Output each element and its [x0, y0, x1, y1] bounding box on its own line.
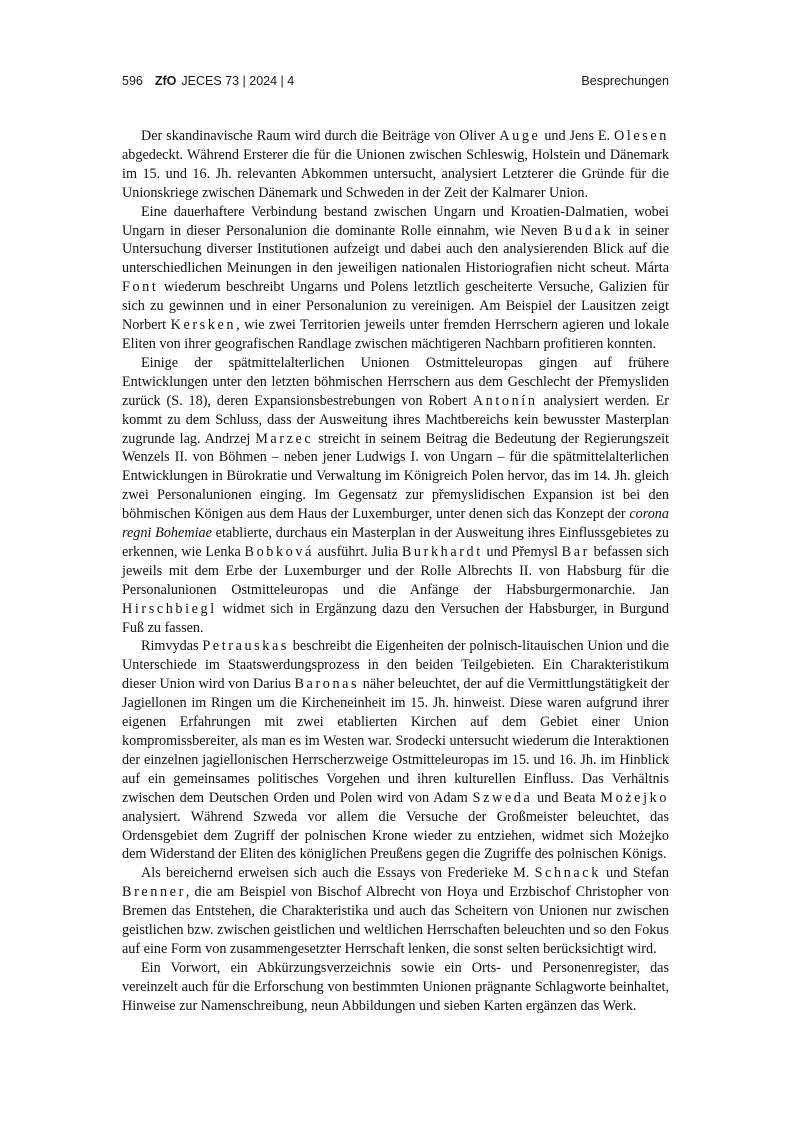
running-head — [122, 74, 669, 92]
author-name: Szweda — [472, 789, 533, 806]
text-run: und Stefan — [600, 865, 669, 882]
text-run: , die am Beispiel von Bischof Albrecht von Hoya und Erzbischof Christopher von Bremen das Entstehen, die Charakteristika und auch das Scheitern von Unionen nur zwischen geistlichen bzw. zwischen geistlichen und weltlichen Herrschaften beleuchten und so den Fokus auf eine Form von zusammengesetzter Herrschaft lenken, die sonst selten berücksichtigt wird. — [122, 884, 669, 957]
text-run: näher beleuchtet, der auf die Vermittlungstätigkeit der Jagiellonen im Ringen um die Kircheneinheit im 15. Jh. hinweist. Diese waren aufgrund ihrer eigenen Erfahrungen mit zwei etablierten Kirchen auf dem Gebiet einer Union kompromissbereiter, als man es im Westen war. Srodecki untersucht wiederum die Interaktionen der einzelnen jagiellonischen Herrscherzweige Ostmitteleuropas im 15. und 16. Jh. im Hinblick auf ein gemeinsames politisches Vorgehen und ihren kulturellen Einfluss. Das Verhältnis zwischen dem Deutschen Orden und Polen wird von Adam — [122, 676, 669, 806]
running-head-left — [122, 74, 294, 88]
paragraph-5 — [122, 864, 669, 959]
page-number: 596 — [122, 74, 143, 88]
paragraph-1 — [122, 127, 669, 203]
text-run: abgedeckt. Während Ersterer die für die Unionen zwischen Schleswig, Holstein und Dänemark im 15. und 16. Jh. relevanten Abkommen untersucht, analysiert Letzterer die Gründe für die Unionskriege zwischen Dänemark und Schweden in der Zeit der Kalmarer Union. — [122, 146, 669, 201]
text-run: Eine dauerhaftere Verbindung bestand zwischen Ungarn und Kroatien-Dalmatien, wobei Ungarn in dieser Personalunion die dominante Rolle einnahm, wie Neven — [122, 203, 669, 239]
text-run: etablierte, durchaus ein Masterplan in der Ausweitung ihres Einflussgebietes zu erkennen, wie Lenka — [122, 525, 669, 560]
text-run: und Beata — [532, 789, 601, 806]
author-name: Auge — [499, 128, 541, 144]
author-name: Schnack — [534, 865, 601, 882]
author-name: Font — [122, 279, 159, 296]
author-name: Budak — [563, 222, 614, 239]
journal-name: ZfO — [154, 74, 177, 88]
journal-issue: JECES 73 | 2024 | 4 — [181, 74, 295, 88]
text-run: ausführt. Julia — [313, 543, 402, 560]
text-run: widmet sich in Ergänzung dazu den Versuchen der Habsburger, in Burgund Fuß zu fassen. — [122, 600, 669, 636]
author-name: Baronas — [294, 676, 360, 693]
section-title: Besprechungen — [581, 74, 669, 88]
text-run: Einige der spätmittelalterlichen Unionen Ostmitteleuropas gingen auf frühere Entwicklungen unter den letzten böhmischen Herrschern aus dem Geschlecht der Přemysliden zurück (S. 18), deren Expansionsbestrebungen von Robert — [122, 354, 669, 409]
author-name: Petrauskas — [202, 638, 289, 655]
author-name: Bar — [561, 543, 590, 560]
author-name: Bobková — [244, 543, 314, 560]
text-run: und Přemysl — [482, 543, 562, 560]
author-name: Brenner — [122, 884, 186, 901]
paragraph-4 — [122, 637, 669, 864]
text-run: , wie zwei Territorien jeweils unter fremden Herrschern agieren und lokale Eliten von ihrer geografischen Randlage zwischen mächtigeren Nachbarn profitieren konnten. — [122, 317, 670, 352]
text-run: Rimvydas — [141, 638, 203, 655]
review-body — [122, 127, 669, 1016]
text-run: und Jens E. — [540, 128, 614, 144]
text-run: Ein Vorwort, ein Abkürzungsverzeichnis sowie ein Orts- und Personenregister, das vereinzelt auch für die Erforschung von bestimmten Unionen prägnante Schlagworte beinhaltet, Hinweise zur Namenschreibung, neun Abbildungen und sieben Karten ergänzen das Werk. — [122, 959, 669, 1014]
text-run: Der skandinavische Raum wird durch die Beiträge von Oliver — [141, 128, 500, 144]
paragraph-3 — [122, 354, 669, 638]
author-name: Kersken — [170, 317, 237, 334]
author-name: Hirschbiegl — [122, 600, 217, 617]
author-name: Burkhardt — [401, 543, 483, 560]
author-name: Olesen — [614, 128, 669, 144]
text-run: wiederum beschreibt Ungarns und Polens letztlich gescheiterte Versuche, Galizien für sich zu gewinnen und in einer Personalunion zu vereinigen. Am Beispiel der Lausitzen zeigt Norbert — [122, 279, 669, 334]
paragraph-6 — [122, 959, 669, 1016]
text-run: analysiert werden. Er kommt zu dem Schluss, dass der Ausweitung ihres Machtbereichs kein bewusster Masterplan zugrunde lag. Andrzej — [122, 392, 669, 447]
author-name: Marzec — [255, 430, 314, 447]
author-name: Antonín — [472, 392, 538, 409]
text-run: in seiner Untersuchung diverser Institutionen aufzeigt und dabei auch den analysierenden Blick auf die unterschiedlichen Meinungen in den jeweiligen nationalen Historiografien nicht scheut. Márta — [122, 222, 669, 277]
author-name: Możejko — [600, 789, 670, 806]
text-run: Als bereichernd erweisen sich auch die Essays von Frederieke M. — [141, 865, 535, 882]
text-run: befassen sich jeweils mit dem Erbe der Luxemburger und der Rolle Albrechts II. von Habsburg für die Personalunionen Ostmitteleuropas und die Anfänge der Habsburgermonarchie. Jan — [122, 543, 670, 598]
paragraph-2 — [122, 203, 669, 354]
italic-term: corona regni Bohemiae — [122, 506, 669, 542]
text-run: beschreibt die Eigenheiten der polnisch-litauischen Union und die Unterschiede im Staatswerdungsprozess in den beiden Teilgebieten. Ein Charakteristikum dieser Union wird von Darius — [122, 638, 669, 693]
text-run: analysiert. Während Szweda vor allem die Versuche der Großmeister beleuchtet, das Ordensgebiet dem Zugriff der polnischen Krone wieder zu entziehen, widmet sich Możejko dem Widerstand der Eliten des königlichen Preußens gegen die Zugriffe des polnischen Königs. — [122, 808, 669, 863]
text-run: streicht in seinem Beitrag die Bedeutung der Regierungszeit Wenzels II. von Böhmen – neben jener Ludwigs I. von Ungarn – für die spätmittelalterlichen Entwicklungen in Bürokratie und Verwaltung im Königreich Polen hervor, das im 14. Jh. gleich zwei Personalunionen einging. Im Gegensatz zur přemyslidischen Expansion ist bei den böhmischen Königen aus dem Haus der Luxemburger, unter denen sich das Konzept der — [122, 430, 670, 523]
